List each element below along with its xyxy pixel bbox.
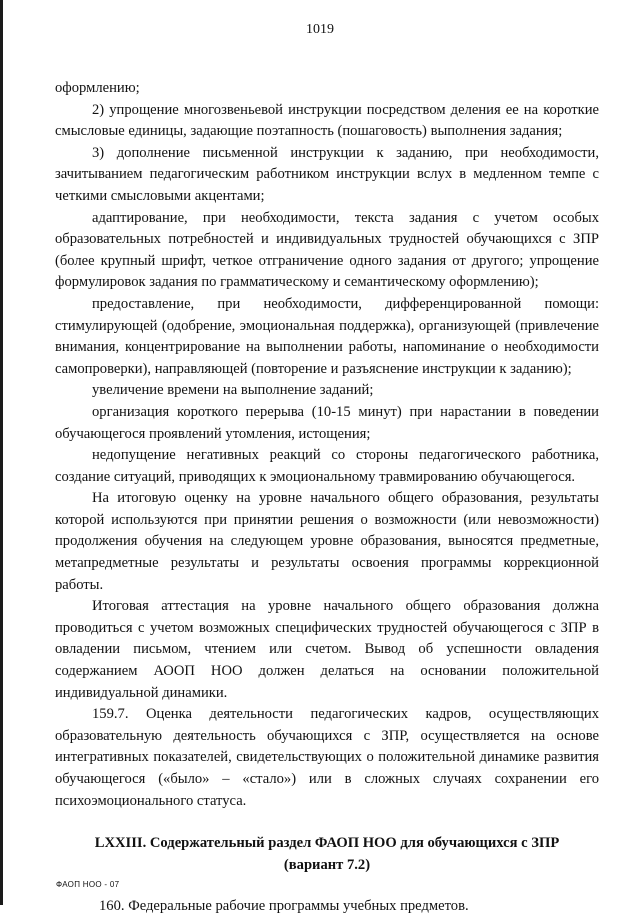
paragraph-assistance: предоставление, при необходимости, дифференцированной помощи: стимулирующей (одобрение, эмоциональная поддержка), организующей (привлечение внимания, концентрирование на выполнении работы, напоминание о необходимости самопроверки), направляющей (повторение и разъяснение инструкции к заданию); [55,295,599,377]
paragraph-item-2: 2) упрощение многозвеньевой инструкции посредством деления ее на короткие смысловые единицы, задающие поэтапность (пошаговость) выполнения задания; [55,101,599,140]
document-body [55,78,599,918]
paragraph-extra-time: увеличение времени на выполнение заданий; [92,382,374,399]
paragraph-160: 160. Федеральные рабочие программы учебных предметов. [99,898,469,915]
paragraph-159-7: 159.7. Оценка деятельности педагогических кадров, осуществляющих образовательную деятельность обучающихся с ЗПР, осуществляется на основе интегративных показателей, свидетельствующих о положительной динамике развития обучающегося («было» – «стало») или в сложных случаях сохранении его психоэмоционального статуса. [55,706,599,809]
section-heading-title: LXXIII. Содержательный раздел ФАОП НОО для обучающихся с ЗПР [94,835,560,852]
page-number: 1019 [306,22,334,37]
scan-edge [0,0,3,905]
paragraph-item-3: 3) дополнение письменной инструкции к заданию, при необходимости, зачитыванием педагогическим работником инструкции вслух в медленном темпе с четкими смысловыми акцентами; [55,144,599,204]
paragraph-final-assessment: На итоговую оценку на уровне начального общего образования, результаты которой используются при принятии решения о возможности (или невозможности) продолжения обучения на следующем уровне образования, выносятся предметные, метапредметные результаты и результаты освоения программы коррекционной работы. [55,490,599,593]
paragraph-attestation: Итоговая аттестация на уровне начального общего образования должна проводиться с учетом возможных специфических трудностей обучающегося с ЗПР в овладении письмом, чтением или счетом. Вывод об успешности овладения содержанием АООП НОО должен делаться на основании положительной индивидуальной динамики. [55,598,599,701]
paragraph-continuation: оформлению; [55,80,140,96]
paragraph-no-negative: недопущение негативных реакций со стороны педагогического работника, создание ситуаций, приводящих к эмоциональному травмированию обучающегося. [55,447,599,485]
paragraph-break: организация короткого перерыва (10-15 минут) при нарастании в поведении обучающегося проявлений утомления, истощения; [55,403,599,442]
section-heading-variant: (вариант 7.2) [283,857,371,874]
footer-label: ФАОП НОО - 07 [56,880,120,889]
paragraph-adaptation: адаптирование, при необходимости, текста задания с учетом особых образовательных потребностей и индивидуальных трудностей обучающихся с ЗПР (более крупный шрифт, четкое отграничение одного задания от другого; упрощение формулировок задания по грамматическому и семантическому оформлению); [55,209,599,291]
section-heading [55,832,599,876]
